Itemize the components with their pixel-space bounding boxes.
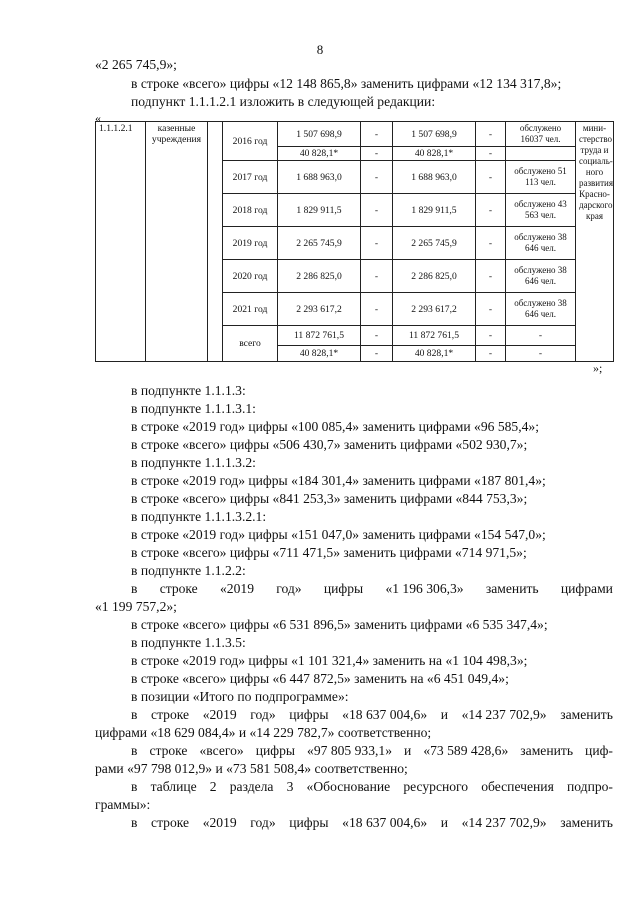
text-line: в строке «2019 год» цифры «151 047,0» заменить цифрами «154 547,0»;	[131, 527, 546, 542]
value-cell: 11 872 761,5	[393, 326, 476, 346]
word: заменить	[560, 815, 613, 830]
word: в	[131, 743, 138, 758]
word: ресурсного	[403, 779, 469, 794]
word: «18 637 004,6»	[342, 707, 428, 722]
value-cell: -	[361, 326, 393, 346]
table-row	[96, 122, 614, 147]
text-line: в позиции «Итого по подпрограмме»:	[131, 689, 349, 704]
word: заменить	[520, 743, 574, 758]
year-cell: 2016 год	[223, 122, 278, 161]
text-line: в строке «всего» цифры «711 471,5» заменить цифрами «714 971,5»;	[131, 545, 527, 560]
year-cell: 2019 год	[223, 227, 278, 260]
value-cell: 2 286 825,0	[393, 260, 476, 293]
text-line: в подпункте 1.1.1.3.2:	[131, 455, 256, 470]
value-cell: 2 265 745,9	[393, 227, 476, 260]
year-cell: всего	[223, 326, 278, 362]
justified-line	[131, 742, 613, 759]
word: «2019	[202, 707, 237, 722]
word: таблице	[150, 779, 197, 794]
code-cell: 1.1.1.2.1	[96, 122, 146, 362]
justified-line	[131, 580, 613, 597]
value-cell: 2 293 617,2	[278, 293, 361, 326]
word: и	[404, 743, 412, 758]
word: цифры	[289, 707, 329, 722]
value-cell: -	[476, 122, 506, 147]
word: заменить	[485, 581, 539, 596]
value-cell: -	[476, 293, 506, 326]
word: в	[131, 815, 138, 830]
value-cell: 1 829 911,5	[278, 194, 361, 227]
word: в	[131, 581, 138, 596]
value-cell: 2 293 617,2	[393, 293, 476, 326]
word: в	[131, 707, 138, 722]
text-line: в строке «2019 год» цифры «1 101 321,4» заменить на «1 104 498,3»;	[131, 653, 528, 668]
result-cell: обслужено 38 646 чел.	[506, 260, 576, 293]
word: заменить	[560, 707, 613, 722]
value-cell: 1 688 963,0	[278, 161, 361, 194]
text-line: «2 265 745,9»;	[95, 57, 177, 72]
value-cell: 1 507 698,9	[393, 122, 476, 147]
word: «всего»	[199, 743, 244, 758]
word: «73 589 428,6»	[423, 743, 509, 758]
value-cell: -	[476, 260, 506, 293]
year-cell: 2020 год	[223, 260, 278, 293]
result-cell: обслужено 16037 чел.	[506, 122, 576, 147]
resource-table	[95, 121, 614, 362]
text-line: в подпункте 1.1.1.3.2.1:	[131, 509, 267, 524]
text-line: рами «97 798 012,9» и «73 581 508,4» соответственно;	[95, 761, 408, 776]
word: подпро-	[566, 779, 613, 794]
value-cell: -	[361, 293, 393, 326]
result-cell: обслужено 38 646 чел.	[506, 293, 576, 326]
value-cell: 1 688 963,0	[393, 161, 476, 194]
text-line: в строке «2019 год» цифры «184 301,4» заменить цифрами «187 801,4»;	[131, 473, 546, 488]
text-line: подпункт 1.1.1.2.1 изложить в следующей редакции:	[131, 94, 436, 109]
text-line: граммы»:	[95, 797, 151, 812]
result-cell: обслужено 43 563 чел.	[506, 194, 576, 227]
value-cell: 40 828,1*	[278, 147, 361, 161]
word: цифры	[255, 743, 296, 758]
word: «2019	[220, 581, 254, 596]
page-number: 8	[316, 42, 324, 57]
value-cell: -	[361, 147, 393, 161]
value-cell: -	[476, 147, 506, 161]
text-line: в строке «всего» цифры «6 447 872,5» заменить на «6 451 049,4»;	[131, 671, 509, 686]
text-line: в подпункте 1.1.3.5:	[131, 635, 246, 650]
value-cell: 2 265 745,9	[278, 227, 361, 260]
word: год»	[250, 707, 276, 722]
word: и	[440, 707, 449, 722]
value-cell: -	[476, 161, 506, 194]
value-cell: 11 872 761,5	[278, 326, 361, 346]
year-cell: 2017 год	[223, 161, 278, 194]
executor-cell: мини-стерство труда и социаль-ного развития Красно-дарского края	[576, 122, 614, 362]
word: строке	[151, 707, 190, 722]
text-line: в строке «2019 год» цифры «100 085,4» заменить цифрами «96 585,4»;	[131, 419, 539, 434]
year-cell: 2021 год	[223, 293, 278, 326]
text-line: «1 199 757,2»;	[95, 599, 177, 614]
value-cell: -	[476, 346, 506, 362]
text-line: в строке «всего» цифры «841 253,3» заменить цифрами «844 753,3»;	[131, 491, 528, 506]
word: 3	[286, 779, 294, 794]
word: строке	[159, 581, 198, 596]
word: «Обоснование	[306, 779, 391, 794]
word: «18 637 004,6»	[342, 815, 428, 830]
value-cell: -	[361, 260, 393, 293]
result-cell: -	[506, 346, 576, 362]
text-line: в подпункте 1.1.2.2:	[131, 563, 246, 578]
value-cell: -	[476, 227, 506, 260]
word: строке	[149, 743, 188, 758]
empty-cell	[506, 147, 576, 161]
word: «14 237 702,9»	[461, 815, 547, 830]
word: «1 196 306,3»	[385, 581, 464, 596]
word: циф-	[585, 743, 613, 758]
word: «14 237 702,9»	[461, 707, 547, 722]
value-cell: 2 286 825,0	[278, 260, 361, 293]
word: год»	[276, 581, 302, 596]
word: 2	[209, 779, 217, 794]
justified-line	[131, 814, 613, 831]
text-line: в строке «всего» цифры «12 148 865,8» заменить цифрами «12 134 317,8»;	[131, 76, 562, 91]
word: «97 805 933,1»	[307, 743, 392, 758]
word: «2019	[202, 815, 237, 830]
word: цифрами	[560, 581, 613, 596]
value-cell: 1 507 698,9	[278, 122, 361, 147]
value-cell: 40 828,1*	[393, 346, 476, 362]
text-line: цифрами «18 629 084,4» и «14 229 782,7» соответственно;	[95, 725, 432, 740]
text-line: в подпункте 1.1.1.3.1:	[131, 401, 256, 416]
text-line: в подпункте 1.1.1.3:	[131, 383, 246, 398]
quote-close: »;	[593, 361, 603, 375]
result-cell: -	[506, 326, 576, 346]
text-line: в строке «всего» цифры «6 531 896,5» заменить цифрами «6 535 347,4»;	[131, 617, 548, 632]
value-cell: -	[361, 227, 393, 260]
empty-cell	[208, 122, 223, 362]
value-cell: 1 829 911,5	[393, 194, 476, 227]
word: цифры	[289, 815, 329, 830]
word: цифры	[323, 581, 364, 596]
value-cell: -	[476, 326, 506, 346]
word: в	[131, 779, 138, 794]
year-cell: 2018 год	[223, 194, 278, 227]
word: обеспечения	[481, 779, 554, 794]
word: год»	[250, 815, 276, 830]
value-cell: 40 828,1*	[278, 346, 361, 362]
word: и	[440, 815, 449, 830]
justified-line	[131, 706, 613, 723]
value-cell: -	[361, 161, 393, 194]
word: строке	[151, 815, 190, 830]
value-cell: 40 828,1*	[393, 147, 476, 161]
result-cell: обслужено 38 646 чел.	[506, 227, 576, 260]
text-line: в строке «всего» цифры «506 430,7» заменить цифрами «502 930,7»;	[131, 437, 528, 452]
value-cell: -	[476, 194, 506, 227]
name-cell: казенные учреждения	[146, 122, 208, 362]
word: раздела	[229, 779, 274, 794]
value-cell: -	[361, 122, 393, 147]
justified-line	[131, 778, 613, 795]
result-cell: обслужено 51 113 чел.	[506, 161, 576, 194]
value-cell: -	[361, 346, 393, 362]
quote-open: «	[95, 111, 101, 125]
value-cell: -	[361, 194, 393, 227]
